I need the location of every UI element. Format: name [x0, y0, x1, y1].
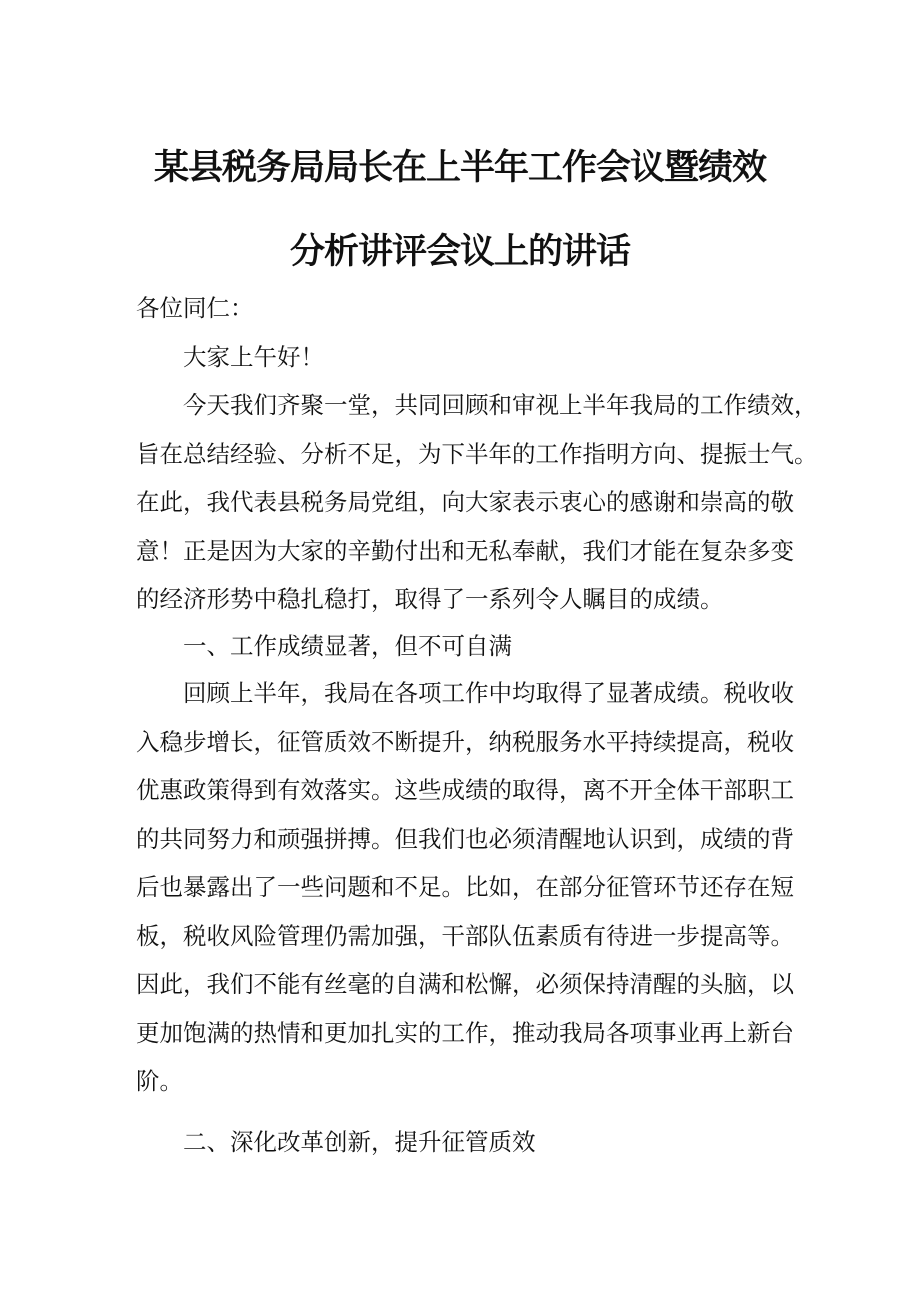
paragraph-line: 板，税收风险管理仍需加强，干部队伍素质有待进一步提高等。 [136, 922, 794, 950]
salutation: 各位同仁： [136, 294, 254, 322]
paragraph-line: 阶。 [136, 1067, 183, 1095]
paragraph-line: 优惠政策得到有效落实。这些成绩的取得，离不开全体干部职工 [136, 776, 794, 804]
paragraph-line: 旨在总结经验、分析不足，为下半年的工作指明方向、提振士气。 [136, 440, 818, 468]
paragraph-line: 更加饱满的热情和更加扎实的工作，推动我局各项事业再上新台 [136, 1019, 794, 1047]
paragraph-line: 因此，我们不能有丝毫的自满和松懈，必须保持清醒的头脑，以 [136, 970, 794, 998]
paragraph-line: 的共同努力和顽强拼搏。但我们也必须清醒地认识到，成绩的背 [136, 825, 794, 853]
paragraph-line: 的经济形势中稳扎稳打，取得了一系列令人瞩目的成绩。 [136, 585, 724, 613]
section-heading-1: 一、工作成绩显著，但不可自满 [183, 632, 512, 660]
greeting: 大家上午好！ [183, 343, 324, 371]
paragraph-line: 今天我们齐聚一堂，共同回顾和审视上半年我局的工作绩效， [183, 391, 818, 419]
paragraph-line: 在此，我代表县税务局党组，向大家表示衷心的感谢和崇高的敬 [136, 488, 794, 516]
document-title-line-1: 某县税务局局长在上半年工作会议暨绩效 [153, 148, 766, 188]
paragraph-line: 后也暴露出了一些问题和不足。比如，在部分征管环节还存在短 [136, 873, 794, 901]
paragraph-line: 入稳步增长，征管质效不断提升，纳税服务水平持续提高，税收 [136, 728, 794, 756]
paragraph-line: 回顾上半年，我局在各项工作中均取得了显著成绩。税收收 [183, 679, 794, 707]
paragraph-line: 意！正是因为大家的辛勤付出和无私奉献，我们才能在复杂多变 [136, 537, 794, 565]
document-title-line-2: 分析讲评会议上的讲话 [289, 232, 630, 272]
section-heading-2: 二、深化改革创新，提升征管质效 [183, 1128, 536, 1156]
